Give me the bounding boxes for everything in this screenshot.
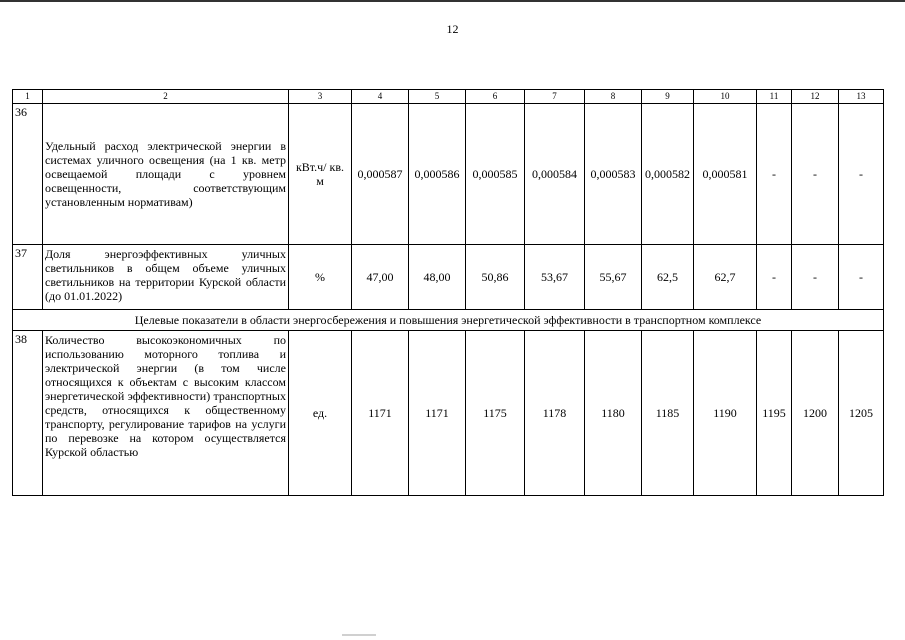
column-header: 1 — [13, 90, 43, 104]
unit-cell: % — [289, 245, 352, 310]
value-cell: 0,000584 — [525, 104, 585, 245]
column-header: 3 — [289, 90, 352, 104]
column-header: 11 — [757, 90, 792, 104]
page-top-edge — [0, 0, 905, 2]
table-row — [13, 331, 884, 496]
column-header: 5 — [409, 90, 466, 104]
value-cell: 50,86 — [466, 245, 525, 310]
row-number: 38 — [13, 331, 43, 496]
value-cell: 0,000587 — [352, 104, 409, 245]
column-header: 10 — [694, 90, 757, 104]
indicator-description-text: Доля энергоэффективных уличных светильников в общем объеме уличных светильников на территории Курской области (до 01.01.2022) — [45, 247, 286, 303]
value-cell: 0,000586 — [409, 104, 466, 245]
column-header: 6 — [466, 90, 525, 104]
indicator-description-text: Удельный расход электрической энергии в системах уличного освещения (на 1 кв. метр освещаемой площади с уровнем освещенности, соответствующим установленным нормативам) — [45, 139, 286, 209]
indicator-description-text: Количество высокоэкономичных по использованию моторного топлива и электрической энергии (в том числе относящихся к объектам с высоким классом энергетической эффективности) транспортных средств, относящихся к общественному транспорту, регулирование тарифов на услуги по перевозке на котором осуществляется Курской областью — [45, 333, 286, 459]
table-row — [13, 245, 884, 310]
value-cell: 1180 — [585, 331, 642, 496]
value-cell: 55,67 — [585, 245, 642, 310]
value-cell: 62,5 — [642, 245, 694, 310]
value-cell: - — [757, 245, 792, 310]
value-cell: 0,000585 — [466, 104, 525, 245]
value-cell: 1205 — [839, 331, 884, 496]
value-cell: 1178 — [525, 331, 585, 496]
value-cell: 0,000582 — [642, 104, 694, 245]
indicator-description — [43, 104, 289, 245]
column-header: 12 — [792, 90, 839, 104]
value-cell: 0,000583 — [585, 104, 642, 245]
value-cell: 53,67 — [525, 245, 585, 310]
indicator-description — [43, 331, 289, 496]
column-header: 4 — [352, 90, 409, 104]
row-number: 37 — [13, 245, 43, 310]
section-row — [13, 310, 884, 331]
value-cell: 1190 — [694, 331, 757, 496]
section-heading: Целевые показатели в области энергосбережения и повышения энергетической эффективности в транспортном комплексе — [13, 310, 884, 331]
value-cell: 62,7 — [694, 245, 757, 310]
scan-artifact — [342, 634, 376, 636]
column-header: 2 — [43, 90, 289, 104]
value-cell: 1195 — [757, 331, 792, 496]
table-header-row — [13, 90, 884, 104]
indicator-description — [43, 245, 289, 310]
value-cell: 47,00 — [352, 245, 409, 310]
column-header: 9 — [642, 90, 694, 104]
column-header: 13 — [839, 90, 884, 104]
indicators-table — [12, 89, 884, 496]
unit-cell: ед. — [289, 331, 352, 496]
value-cell: - — [757, 104, 792, 245]
value-cell: - — [792, 104, 839, 245]
value-cell: 1175 — [466, 331, 525, 496]
table-row — [13, 104, 884, 245]
column-header: 8 — [585, 90, 642, 104]
row-number: 36 — [13, 104, 43, 245]
column-header: 7 — [525, 90, 585, 104]
value-cell: - — [792, 245, 839, 310]
value-cell: 1171 — [409, 331, 466, 496]
value-cell: 1185 — [642, 331, 694, 496]
value-cell: 1171 — [352, 331, 409, 496]
value-cell: 0,000581 — [694, 104, 757, 245]
unit-cell: кВт.ч/ кв. м — [289, 104, 352, 245]
value-cell: - — [839, 104, 884, 245]
value-cell: 48,00 — [409, 245, 466, 310]
value-cell: - — [839, 245, 884, 310]
value-cell: 1200 — [792, 331, 839, 496]
page-number: 12 — [446, 22, 459, 36]
